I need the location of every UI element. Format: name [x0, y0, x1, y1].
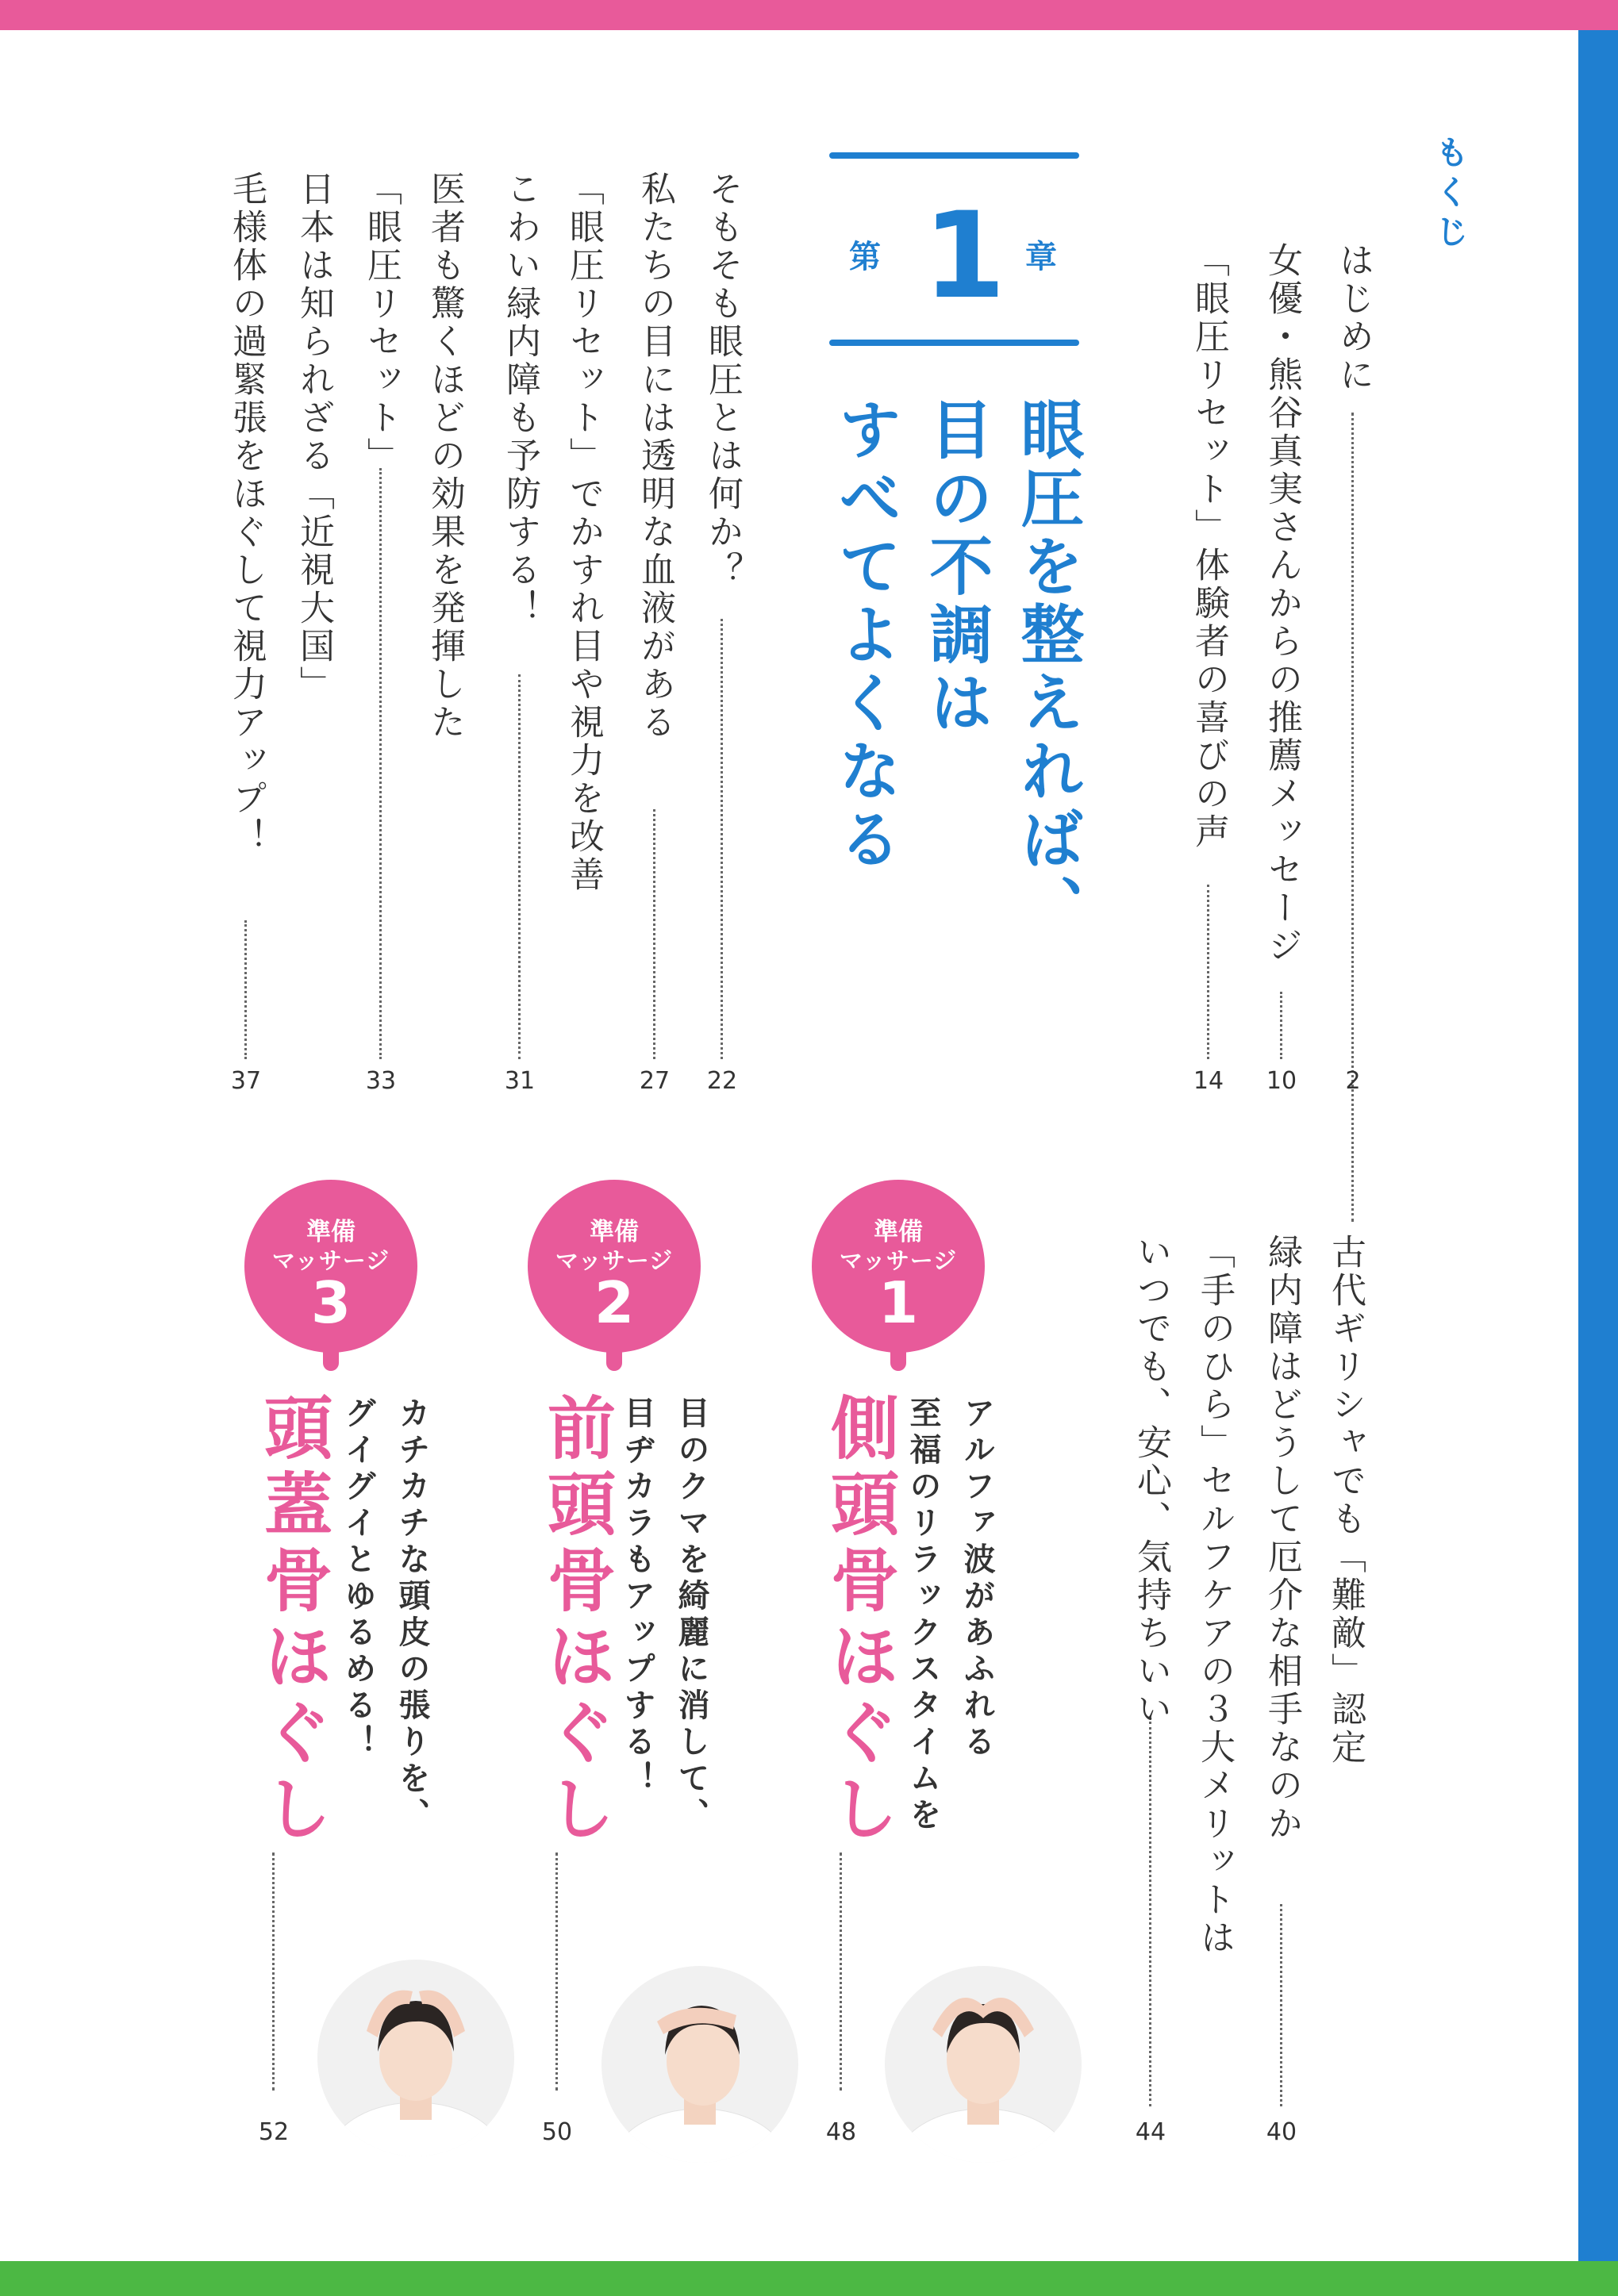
page-number: 50	[541, 2118, 573, 2146]
massage-badge-2: 準備 マッサージ 2	[528, 1180, 701, 1353]
toc-entry[interactable]: 医者も驚くほどの効果を発揮した	[425, 171, 465, 742]
leader-dots	[1351, 413, 1354, 1222]
page-number: 48	[825, 2118, 857, 2146]
massage-photo-3	[317, 1960, 514, 2156]
page-number: 31	[504, 1067, 536, 1095]
page-number: 2	[1345, 1067, 1361, 1095]
massage-badge-3: 準備 マッサージ 3	[244, 1180, 417, 1353]
massage-desc-2-line-1: 目のクマを綺麗に消して、	[673, 1396, 709, 1834]
toc-entry-cont[interactable]: 「眼圧リセット」 33	[357, 171, 405, 475]
page-number: 52	[258, 2118, 290, 2146]
chapter-label-left: 第	[849, 239, 881, 275]
leader-dots	[1149, 1722, 1151, 2106]
massage-desc-3-line-2: グイグイとゆるめる！	[340, 1396, 376, 1761]
toc-entry[interactable]: 古代ギリシャでも「難敵」認定	[1325, 1234, 1366, 1767]
chapter-number: 1	[923, 187, 1006, 325]
leader-dots	[379, 468, 382, 1059]
massage-desc-1-line-2: 至福のリラックスタイムを	[905, 1396, 941, 1834]
massage-desc-2-line-2: 目ヂカラもアップする！	[619, 1396, 655, 1798]
leader-dots	[244, 920, 247, 1059]
toc-entry[interactable]: 「手のひら」セルフケアの３大メリットは	[1194, 1234, 1235, 1957]
toc-entry[interactable]: 「眼圧リセット」でかすれ目や視力を改善	[563, 171, 604, 894]
page-number: 22	[706, 1067, 738, 1095]
leader-dots	[840, 1853, 842, 2091]
page-number: 33	[365, 1067, 397, 1095]
page-number: 44	[1135, 2118, 1166, 2146]
leader-dots	[1280, 1904, 1282, 2106]
page-number: 40	[1266, 2118, 1297, 2146]
massage-title-1[interactable]: 側頭骨ほぐし	[819, 1392, 898, 1849]
leader-dots	[1207, 885, 1209, 1059]
massage-photo-2	[601, 1966, 798, 2163]
top-color-bar	[0, 0, 1618, 30]
toc-entry[interactable]: 日本は知られざる「近視大国」	[294, 171, 334, 704]
chapter-title-line-1: 眼圧を整えれば、	[1010, 397, 1084, 943]
leader-dots	[555, 1853, 558, 2091]
toc-entry-cont[interactable]: 緑内障はどうして厄介な相手なのか 40	[1258, 1234, 1305, 1843]
toc-entry[interactable]: 女優・熊谷真実さんからの推薦メッセージ 10	[1258, 242, 1305, 966]
massage-desc-1-line-1: アルファ波があふれる	[959, 1396, 995, 1761]
toc-title: もくじ	[1431, 135, 1470, 254]
toc-entry[interactable]: 「眼圧リセット」体験者の喜びの声 14	[1185, 242, 1232, 851]
toc-entry[interactable]: そもそも眼圧とは何か？ 22	[698, 171, 746, 589]
chapter-title-line-2: 目の不調は	[919, 397, 993, 738]
massage-badge-1: 準備 マッサージ 1	[812, 1180, 985, 1353]
toc-entry-cont[interactable]: 毛様体の過緊張をほぐして視力アップ！ 37	[222, 171, 270, 856]
chapter-title-line-3: すべてよくなる	[828, 397, 901, 874]
leader-dots	[653, 809, 655, 1059]
page-number: 10	[1266, 1067, 1297, 1095]
page-number: 14	[1193, 1067, 1224, 1095]
chapter-rule-bottom	[829, 340, 1079, 346]
leader-dots	[518, 674, 521, 1059]
right-color-bar	[1578, 30, 1618, 2261]
toc-entry-cont[interactable]: いつでも、安心、気持ちいい 44	[1127, 1234, 1174, 1729]
toc-entry-cont[interactable]: こわい緑内障も予防する！ 31	[496, 171, 544, 628]
massage-desc-3-line-1: カチカチな頭皮の張りを、	[394, 1396, 430, 1834]
toc-entry[interactable]: 私たちの目には透明な血液がある 27	[631, 171, 678, 742]
page-number: 37	[230, 1067, 262, 1095]
massage-title-3[interactable]: 頭蓋骨ほぐし	[252, 1392, 332, 1849]
massage-photo-1	[885, 1966, 1082, 2163]
leader-dots	[272, 1853, 275, 2091]
chapter-label-right: 章	[1025, 239, 1057, 275]
page-number: 27	[639, 1067, 671, 1095]
bottom-color-bar	[0, 2261, 1618, 2296]
toc-entry[interactable]: はじめに 2	[1329, 242, 1377, 394]
leader-dots	[1280, 992, 1282, 1059]
massage-title-2[interactable]: 前頭骨ほぐし	[536, 1392, 615, 1849]
leader-dots	[721, 619, 723, 1059]
chapter-rule-top	[829, 152, 1079, 159]
